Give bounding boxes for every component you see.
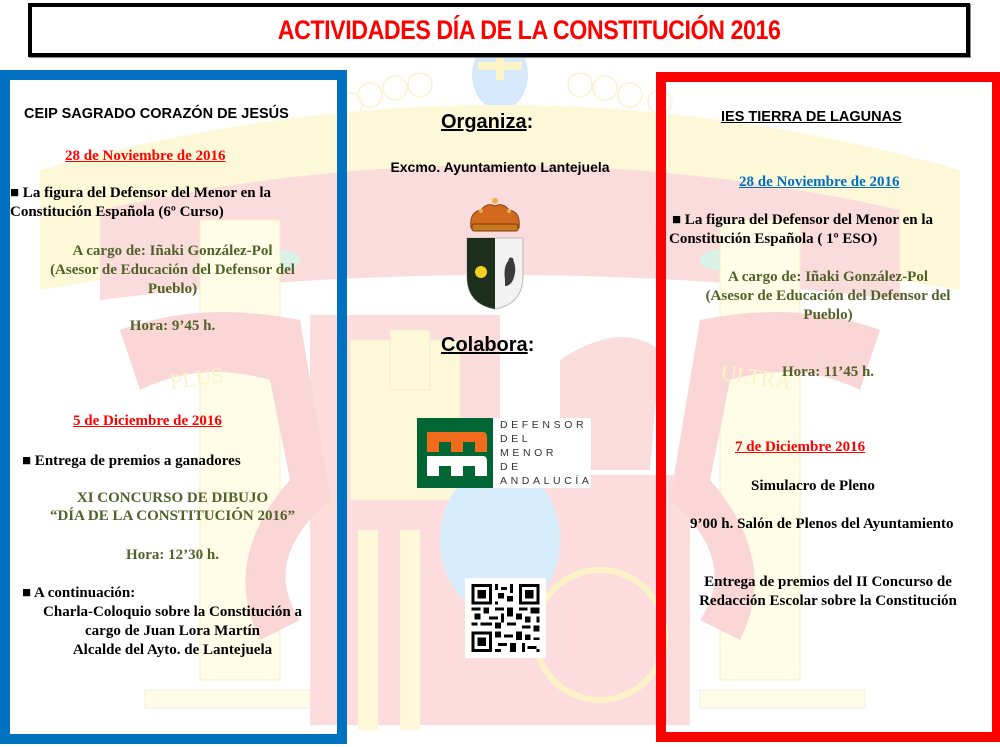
right-event-1-date: 28 de Noviembre de 2016	[739, 174, 900, 190]
right-event-1-time: Hora: 11’45 h.	[781, 364, 875, 380]
page-title: ACTIVIDADES DÍA DE LA CONSTITUCIÓN 2016	[277, 15, 781, 45]
left-event-1-title-line-2: Constitución Española (6º Curso)	[10, 204, 224, 220]
left-event-2-followup-line-3: Alcalde del Ayto. de Lantejuela	[72, 642, 273, 658]
organizer-name: Excmo. Ayuntamiento Lantejuela	[390, 159, 610, 175]
left-event-1-title-line-1: ■ La figura del Defensor del Menor en la	[10, 185, 271, 201]
defensor-menor-line-2: DEL MENOR	[500, 433, 558, 459]
left-event-2-title: ■ Entrega de premios a ganadores	[22, 453, 241, 469]
defensor-menor-mark-icon	[417, 418, 493, 488]
organiza-label: Organiza	[441, 111, 527, 133]
left-event-2-contest-line-2: “DÍA DE LA CONSTITUCIÓN 2016”	[49, 508, 296, 524]
right-event-1-title-line-1: ■ La figura del Defensor del Menor en la	[672, 212, 933, 228]
right-event-2-title: Simulacro de Pleno	[751, 478, 875, 494]
qr-code-icon[interactable]	[465, 578, 546, 658]
lantejuela-coat-of-arms-icon	[465, 196, 525, 312]
right-event-1-speaker-line-3: Pueblo)	[803, 307, 853, 323]
left-event-2-time: Hora: 12’30 h.	[126, 547, 219, 563]
right-event-2-date: 7 de Diciembre 2016	[735, 439, 866, 455]
right-event-2-award-line-2: Redacción Escolar sobre la Constitución	[699, 593, 957, 609]
defensor-menor-line-3: DE ANDALUCÍA	[500, 461, 593, 487]
defensor-menor-line-1: DEFENSOR	[500, 419, 588, 431]
right-event-2-award-line-1: Entrega de premios del II Concurso de	[704, 574, 952, 590]
left-event-2-followup-label: ■ A continuación:	[22, 585, 136, 601]
svg-text:ULTRA: ULTRA	[718, 359, 794, 395]
left-event-2-date: 5 de Diciembre de 2016	[73, 413, 222, 429]
right-event-1-title-line-2: Constitución Española ( 1º ESO)	[669, 231, 878, 247]
colabora-label: Colabora	[441, 334, 528, 356]
left-event-2-contest-line-1: XI CONCURSO DE DIBUJO	[76, 490, 269, 506]
right-event-1-speaker-line-2: (Asesor de Educación del Defensor del	[705, 288, 951, 304]
defensor-menor-text	[493, 418, 593, 488]
left-event-1-time: Hora: 9’45 h.	[129, 318, 216, 334]
left-school-name: CEIP SAGRADO CORAZÓN DE JESÚS	[24, 106, 289, 122]
left-event-1-date: 28 de Noviembre de 2016	[65, 148, 226, 164]
right-event-1-speaker-line-1: A cargo de: Iñaki González-Pol	[728, 269, 928, 285]
colabora-heading: Colabora:	[441, 334, 535, 356]
organiza-heading: Organiza:	[441, 111, 534, 133]
left-event-1-speaker-line-2: (Asesor de Educación del Defensor del	[50, 262, 295, 278]
left-event-1-speaker-line-3: Pueblo)	[147, 281, 198, 297]
left-event-1-speaker-line-1: A cargo de: Iñaki González-Pol	[72, 243, 273, 259]
svg-text:PLUS: PLUS	[168, 361, 225, 395]
right-event-2-location: 9’00 h. Salón de Plenos del Ayuntamiento	[690, 516, 954, 532]
left-event-2-followup-line-1: Charla-Coloquio sobre la Constitución a	[43, 604, 302, 620]
right-school-name: IES TIERRA DE LAGUNAS	[721, 109, 902, 125]
defensor-menor-logo-icon	[417, 418, 591, 488]
page-header	[28, 3, 970, 57]
left-event-2-followup-line-2: cargo de Juan Lora Martín	[85, 623, 260, 639]
